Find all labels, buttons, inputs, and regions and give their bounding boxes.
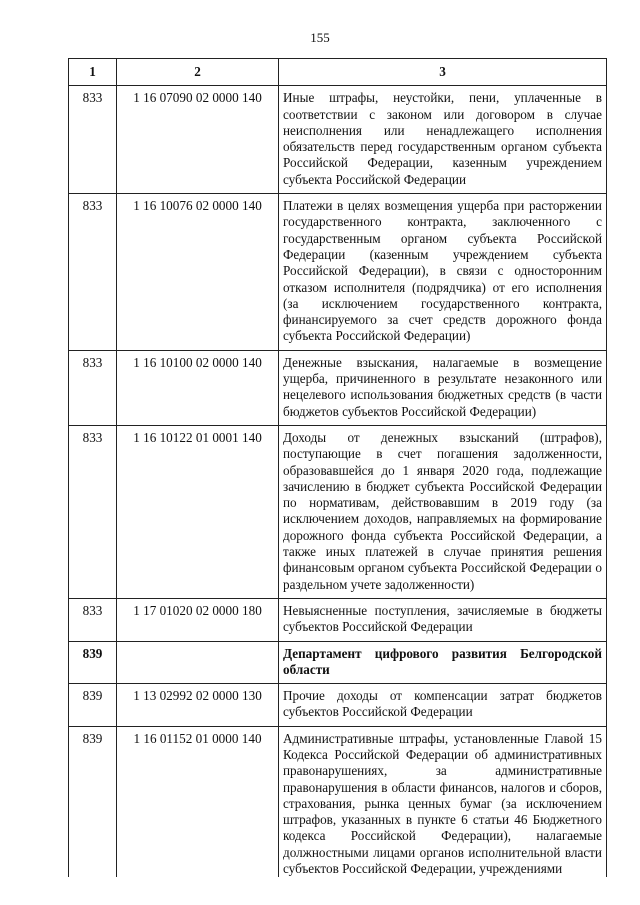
budget-code-cell: 1 16 10122 01 0001 140 bbox=[117, 425, 279, 598]
budget-code-cell: 1 13 02992 02 0000 130 bbox=[117, 684, 279, 727]
header-col-3: 3 bbox=[279, 59, 607, 86]
table-row bbox=[69, 194, 607, 351]
admin-code-cell: 839 bbox=[69, 641, 117, 684]
admin-code-cell: 833 bbox=[69, 194, 117, 351]
table-row bbox=[69, 350, 607, 425]
description-cell: Платежи в целях возмещения ущерба при расторжении государственного контракта, заключенного с государственным органом субъекта Российской Федерации (казенным учреждением субъекта Российской Федерации), в связи с односторонним отказом исполнителя (подрядчика) от его исполнения (за исключением государственного контракта, финансируемого за счет средств дорожного фонда субъекта Российской Федерации) bbox=[279, 194, 607, 351]
description-cell: Иные штрафы, неустойки, пени, уплаченные в соответствии с законом или договором в случае неисполнения или ненадлежащего исполнения обязательств перед государственным органом субъекта Российской Федерации, казенным учреждением субъекта Российской Федерации bbox=[279, 86, 607, 194]
budget-code-cell bbox=[117, 641, 279, 684]
admin-code-cell: 833 bbox=[69, 598, 117, 641]
table-row bbox=[69, 598, 607, 641]
budget-codes-table bbox=[68, 58, 607, 877]
admin-code-cell: 833 bbox=[69, 86, 117, 194]
admin-code-cell: 839 bbox=[69, 726, 117, 877]
table-row bbox=[69, 684, 607, 727]
table-row bbox=[69, 425, 607, 598]
department-row bbox=[69, 641, 607, 684]
description-cell: Доходы от денежных взысканий (штрафов), поступающие в счет погашения задолженности, образовавшейся до 1 января 2020 года, подлежащие зачислению в бюджет субъекта Российской Федерации по нормативам, действовавшим в 2019 году (за исключением доходов, направляемых на формирование дорожного фонда субъекта Российской Федерации, а также иных платежей в случае принятия решения финансовым органом субъекта Российской Федерации о раздельном учете задолженности) bbox=[279, 425, 607, 598]
description-cell: Административные штрафы, установленные Главой 15 Кодекса Российской Федерации об административных правонарушениях, за административные правонарушения в области финансов, налогов и сборов, страхования, рынка ценных бумаг (за исключением штрафов, указанных в пункте 6 статьи 46 Бюджетного кодекса Российской Федерации), налагаемые должностными лицами органов исполнительной власти субъектов Российской Федерации, учреждениями bbox=[279, 726, 607, 877]
budget-code-cell: 1 16 10100 02 0000 140 bbox=[117, 350, 279, 425]
description-cell: Прочие доходы от компенсации затрат бюджетов субъектов Российской Федерации bbox=[279, 684, 607, 727]
description-cell: Денежные взыскания, налагаемые в возмещение ущерба, причиненного в результате незаконного или нецелевого использования бюджетных средств (в части бюджетов субъектов Российской Федерации) bbox=[279, 350, 607, 425]
header-col-1: 1 bbox=[69, 59, 117, 86]
description-cell: Невыясненные поступления, зачисляемые в бюджеты субъектов Российской Федерации bbox=[279, 598, 607, 641]
budget-code-cell: 1 16 10076 02 0000 140 bbox=[117, 194, 279, 351]
table-row bbox=[69, 86, 607, 194]
department-name-cell: Департамент цифрового развития Белгородской области bbox=[279, 641, 607, 684]
table-header-row bbox=[69, 59, 607, 86]
budget-code-cell: 1 17 01020 02 0000 180 bbox=[117, 598, 279, 641]
header-col-2: 2 bbox=[117, 59, 279, 86]
admin-code-cell: 839 bbox=[69, 684, 117, 727]
page-number: 155 bbox=[310, 30, 330, 45]
budget-code-cell: 1 16 01152 01 0000 140 bbox=[117, 726, 279, 877]
table-row bbox=[69, 726, 607, 877]
budget-code-cell: 1 16 07090 02 0000 140 bbox=[117, 86, 279, 194]
admin-code-cell: 833 bbox=[69, 350, 117, 425]
admin-code-cell: 833 bbox=[69, 425, 117, 598]
